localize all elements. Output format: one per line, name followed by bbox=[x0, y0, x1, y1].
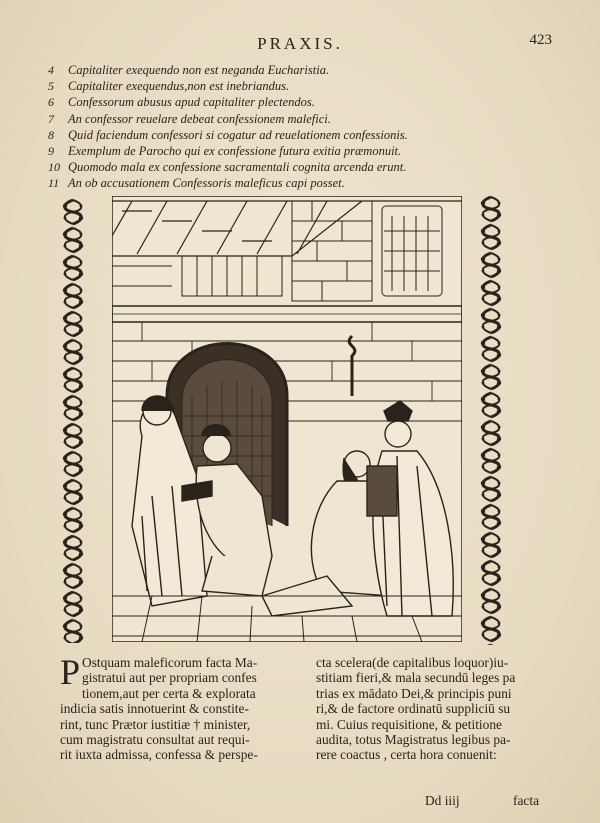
summary-item bbox=[48, 62, 518, 78]
summary-item bbox=[48, 159, 518, 175]
body-column-right bbox=[316, 655, 556, 763]
summary-text: An confessor reuelare debeat confessionem malefici. bbox=[68, 111, 331, 126]
text-line: rit iuxta admissa, confessa & perspe- bbox=[60, 747, 258, 763]
text-line: cum magistratu consultat aut requi- bbox=[60, 731, 250, 747]
text-line: tionem,aut per certa & explorata bbox=[82, 685, 256, 701]
running-head: PRAXIS. bbox=[257, 34, 343, 53]
summary-number: 6 bbox=[48, 95, 54, 110]
chapter-summary-list bbox=[48, 62, 518, 192]
woodcut-illustration bbox=[112, 196, 462, 642]
text-line: trias ex mādato Dei,& principis puni bbox=[316, 685, 512, 701]
text-line: ri,& de factore ordinatū suppliciū su bbox=[316, 701, 511, 717]
summary-number: 4 bbox=[48, 63, 54, 78]
summary-text: An ob accusationem Confessoris maleficus capi posset. bbox=[68, 176, 345, 191]
ornamental-border-left bbox=[58, 198, 88, 643]
ornamental-border-right bbox=[476, 195, 506, 645]
summary-item bbox=[48, 78, 518, 94]
signature-mark: Dd iiij bbox=[425, 793, 460, 808]
body-column-left bbox=[60, 652, 290, 763]
summary-text: Quomodo mala ex confessione sacramentali cognita arcenda erunt. bbox=[68, 160, 407, 175]
summary-text: Capitaliter exequendo non est neganda Eucharistia. bbox=[68, 63, 330, 78]
text-line: indicia satis innotuerint & constite- bbox=[60, 701, 249, 717]
summary-item bbox=[48, 111, 518, 127]
summary-number: 9 bbox=[48, 144, 54, 159]
summary-item bbox=[48, 143, 518, 159]
drop-capital: P bbox=[60, 652, 81, 692]
text-line: stitiam fieri,& mala secundū leges pa bbox=[316, 670, 516, 686]
text-line: cta scelera(de capitalibus loquor)iu- bbox=[316, 655, 509, 670]
catchword: facta bbox=[513, 793, 540, 808]
text-line: gistratui aut per propriam confes bbox=[82, 670, 257, 686]
text-line: mi. Cuius requisitione, & petitione bbox=[316, 716, 502, 732]
summary-number: 5 bbox=[48, 79, 54, 94]
text-line: rint, tunc Prætor iustitiæ † minister, bbox=[60, 716, 251, 732]
summary-number: 11 bbox=[48, 176, 60, 191]
summary-number: 8 bbox=[48, 127, 54, 142]
summary-text: Confessorum abusus apud capitaliter plectendos. bbox=[68, 95, 315, 110]
summary-item bbox=[48, 94, 518, 110]
summary-number: 7 bbox=[48, 111, 54, 126]
summary-text: Exemplum de Parocho qui ex confessione futura exitia præmonuit. bbox=[68, 144, 402, 159]
summary-text: Capitaliter exequendus,non est inebriandus. bbox=[68, 79, 290, 94]
text-line: audita, totus Magistratus legibus pa- bbox=[316, 731, 511, 747]
page-number: 423 bbox=[529, 32, 552, 48]
summary-text: Quid faciendum confessori si cogatur ad reuelationem confessionis. bbox=[68, 127, 408, 142]
text-line: rere coactus , certa hora conuenit: bbox=[316, 747, 497, 763]
text-line: Ostquam maleficorum facta Ma- bbox=[82, 655, 258, 670]
summary-item bbox=[48, 175, 518, 191]
summary-number: 10 bbox=[48, 160, 60, 175]
summary-item bbox=[48, 127, 518, 143]
